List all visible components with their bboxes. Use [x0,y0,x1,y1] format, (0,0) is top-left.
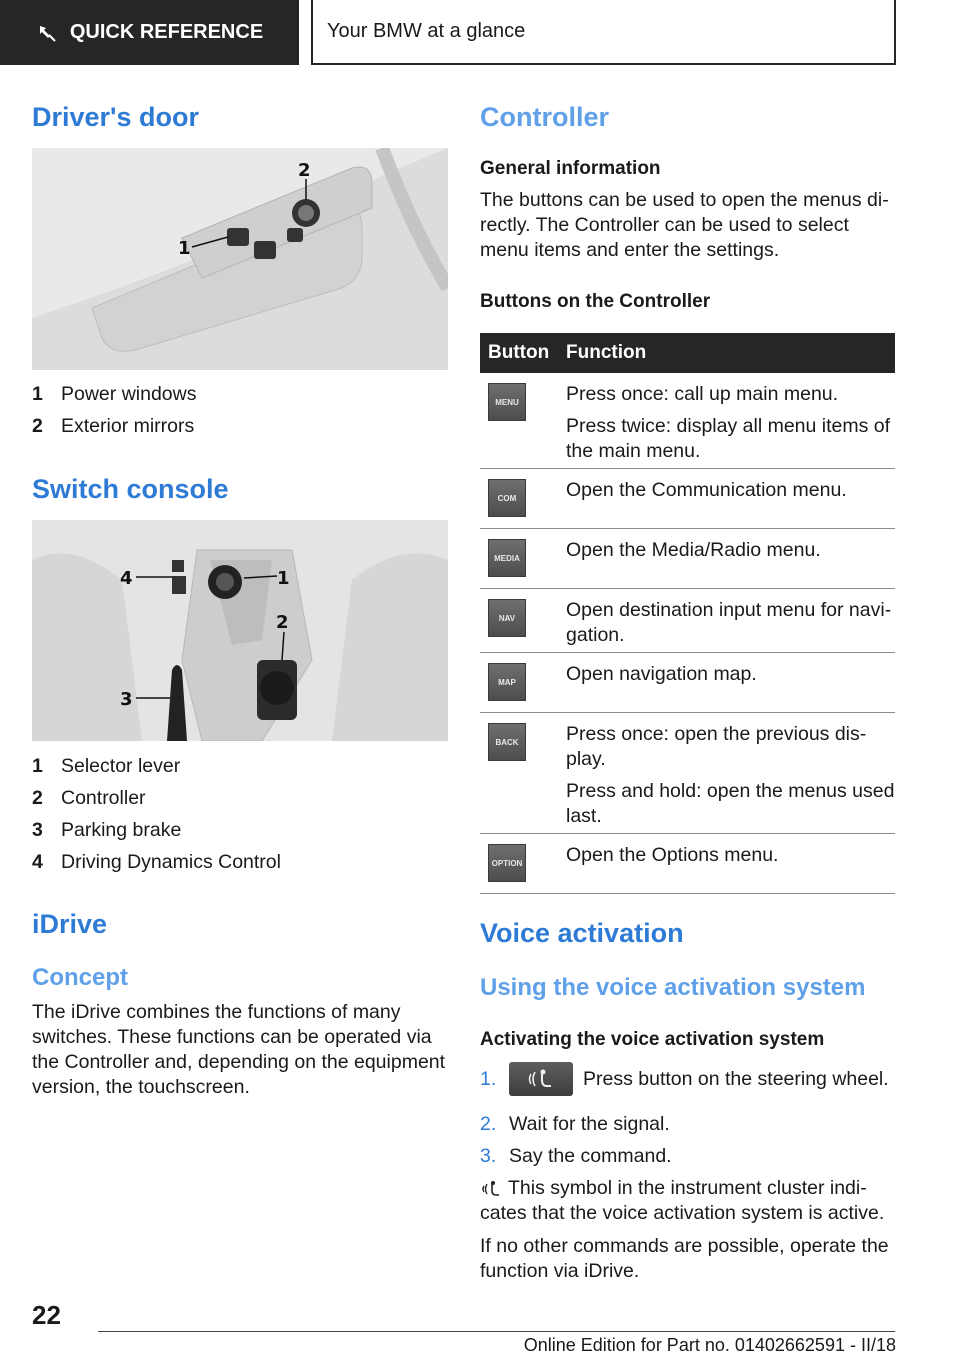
svg-text:1: 1 [178,238,191,259]
drivers-door-image [32,148,448,370]
pin-icon [36,22,58,44]
legend-item: 2 Exterior mirrors [32,415,195,437]
legend-item: 1 Power windows [32,383,197,405]
table-row: OPTION Open the Options menu. [480,834,895,894]
idrive-heading: iDrive [32,909,108,939]
switch-console-image [32,520,448,741]
page-number: 22 [32,1300,61,1330]
footer-divider [98,1331,895,1332]
svg-text:2: 2 [276,612,289,633]
list-item: 2. Wait for the signal. [480,1113,670,1135]
voice-using-heading: Using the voice activation system [480,974,866,1001]
general-info-text: The buttons can be used to open the menus di-rectly. The Controller can be used to select menu items and enter the settings. [480,189,889,261]
table-row: MEDIA Open the Media/Radio menu. [480,529,895,589]
chapter-title-box [311,0,896,65]
option-button-icon: OPTION [488,844,526,882]
table-row: MENU Press once: call up main menu. Press twice: display all menu items of the main menu. [480,373,895,469]
table-header: Button Function [480,333,895,373]
legend-item: 4 Driving Dynamics Control [32,851,281,873]
legend-item: 3 Parking brake [32,819,182,841]
back-button-icon: BACK [488,723,526,761]
svg-text:2: 2 [298,160,311,181]
com-button-icon: COM [488,479,526,517]
footer-edition: Online Edition for Part no. 01402662591 - II/18 [523,1335,896,1355]
drivers-door-heading: Driver's door [32,102,199,132]
svg-text:3: 3 [120,689,133,710]
switch-console-heading: Switch console [32,474,229,504]
media-button-icon: MEDIA [488,539,526,577]
map-button-icon: MAP [488,663,526,701]
svg-text:1: 1 [277,568,290,589]
legend-item: 2 Controller [32,787,146,809]
voice-symbol-text: This symbol in the instrument cluster indi-cates that the voice activation system is active. [480,1177,885,1224]
voice-fallback-text: If no other commands are possible, operate the function via iDrive. [480,1235,889,1282]
section-tab[interactable] [0,0,299,65]
table-row: NAV Open destination input menu for navi-gation. [480,589,895,653]
list-item: 1. Press button on the steering wheel. [480,1062,889,1096]
table-row: MAP Open navigation map. [480,653,895,713]
legend-item: 1 Selector lever [32,755,181,777]
table-row: BACK Press once: open the previous dis-play. Press and hold: open the menus used last. [480,713,895,834]
activating-heading: Activating the voice activation system [480,1029,825,1050]
voice-symbol-icon [480,1179,502,1199]
concept-heading: Concept [32,964,128,991]
nav-button-icon: NAV [488,599,526,637]
general-info-heading: General information [480,158,661,179]
menu-button-icon: MENU [488,383,526,421]
concept-text: The iDrive combines the functions of many switches. These functions can be operated via the Controller and, depending on the equipment version, the touchscreen. [32,1001,446,1098]
svg-text:4: 4 [120,568,133,589]
controller-heading: Controller [480,102,610,132]
voice-activation-heading: Voice activation [480,918,684,948]
list-item: 3. Say the command. [480,1145,672,1167]
buttons-heading: Buttons on the Controller [480,291,711,312]
table-row: COM Open the Communication menu. [480,469,895,529]
controller-buttons-table [480,333,895,894]
section-tab-label: QUICK REFERENCE [69,21,264,43]
voice-button-icon [509,1062,573,1096]
chapter-title: Your BMW at a glance [327,20,526,42]
